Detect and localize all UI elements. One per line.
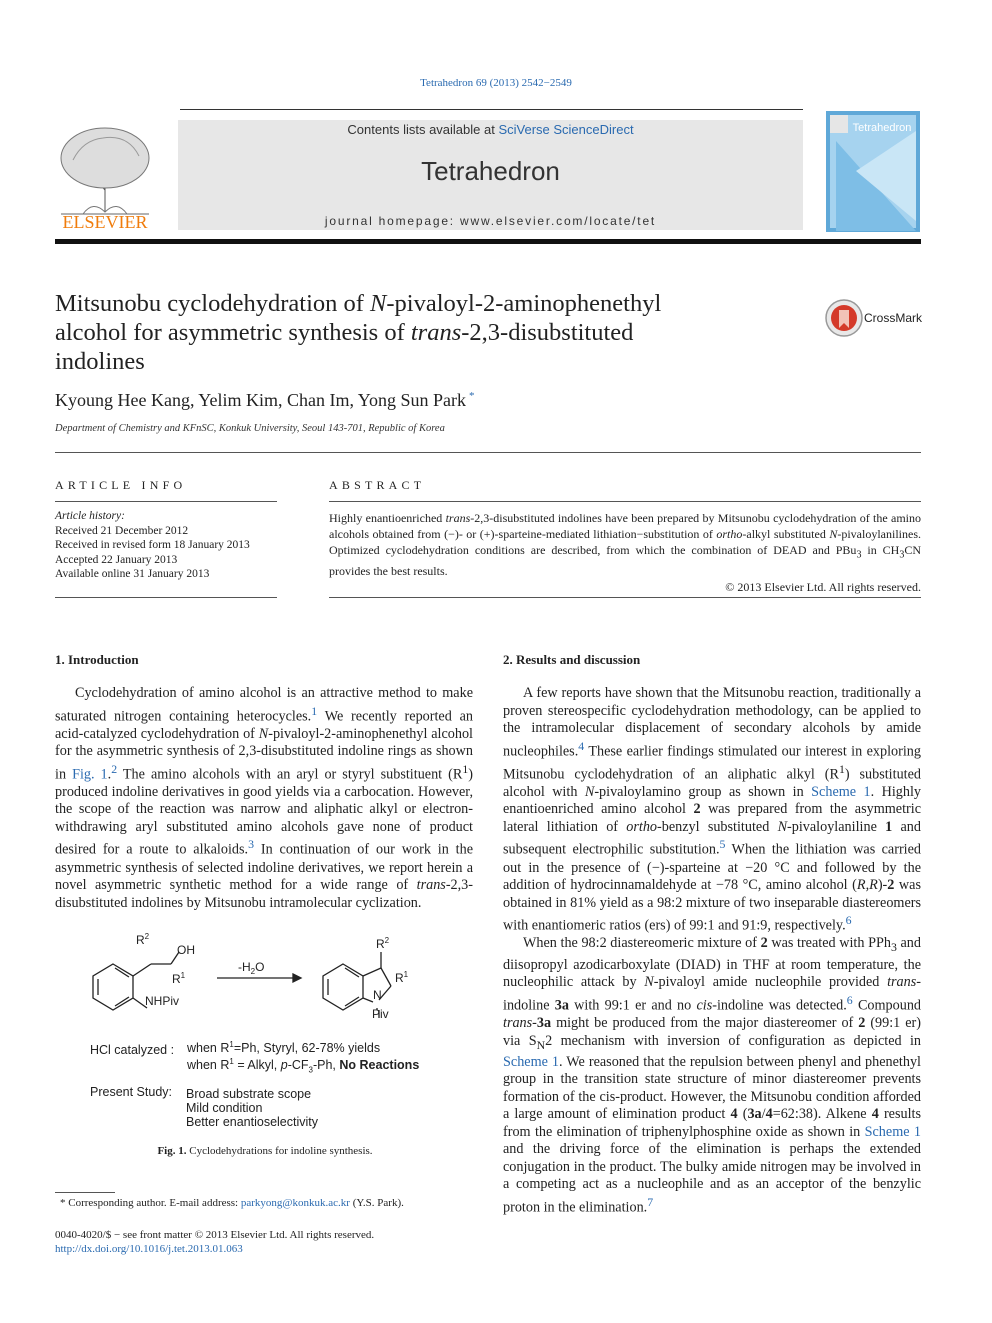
present-study-1: Broad substrate scope (186, 1087, 312, 1101)
scheme-1-link[interactable]: Scheme 1 (811, 783, 871, 800)
results-paragraph-1: A few reports have shown that the Mitsunobu reaction, traditionally a proven stereospecific cyclodehydration methodology, can be applied to the intramolecular displacement of secondary alcohols by amide nucleophiles.$^4$ These earlier findings stimulated our interest in exploring Mitsunobu cyclodehydration of an aliphatic alkyl $(R^1)$ substituted alcohol with N-pivaloylamino group as shown in Scheme 1. Highly enantioenriched amino alcohol 2 was prepared from the asymmetric lateral lithiation of ortho-benzyl substituted N-pivaloylaniline 1 and subsequent electrophilic substitution.$^5$ When the lithiation was carried out in the presence of (−)-sparteine at −20 °C and followed by the addition of hydrocinnamaldehyde at −78 °C, amino alcohol (R,R)-2 was obtained in 81% yield as a 98:2 mixture of two inseparable diastereomers with enantiomeric ratios (ers) of 99:1 and 91:9, respectively.$^6$ (503, 685, 921, 934)
issn-line: 0040-4020/$ − see front matter © 2013 Elsevier Ltd. All rights reserved. (55, 1229, 375, 1241)
journal-homepage[interactable]: journal homepage: www.elsevier.com/locate/tet (324, 214, 657, 228)
elsevier-wordmark: ELSEVIER (62, 212, 148, 232)
author-list: Kyoung Hee Kang, Yelim Kim, Chan Im, Yong Sun Park * (55, 390, 475, 410)
info-bottom-rule (55, 597, 277, 598)
history-revised: Received in revised form 18 January 2013 (55, 539, 250, 552)
elsevier-tree-icon (61, 128, 149, 214)
info-top-rule (55, 452, 921, 453)
ref-6b[interactable]: 6 (846, 992, 853, 1007)
journal-name: Tetrahedron (421, 156, 560, 186)
history-accepted: Accepted 22 January 2013 (55, 553, 178, 566)
ref-3[interactable]: 3 (248, 837, 254, 852)
figure-1-caption: Fig. 1. Cyclodehydrations for indoline synthesis. (157, 1145, 373, 1157)
fig-1-link[interactable]: Fig. 1 (72, 766, 108, 783)
scheme-1-link-2[interactable]: Scheme 1 (503, 1053, 560, 1070)
present-study-2: Mild condition (186, 1101, 263, 1115)
ref-4[interactable]: 4 (578, 738, 585, 753)
crossmark-badge[interactable] (824, 298, 924, 338)
product-n-label: N (373, 988, 382, 1002)
publication-info (55, 1228, 374, 1256)
hcl-label: HCl catalyzed : (90, 1043, 175, 1057)
figure-1-scheme (55, 928, 475, 1138)
reactant-oh-label: OH (177, 943, 195, 957)
product-piv-label: Piv (372, 1007, 389, 1021)
reactant-benzene-ring (93, 964, 133, 1010)
results-text (503, 685, 921, 1217)
reactant-r2-label: $R^2$ (136, 932, 150, 947)
abstract-heading: ABSTRACT (329, 478, 426, 492)
hcl-line-1: when $R^1=Ph$, Styryl, 62-78% yields (187, 1040, 381, 1056)
author-email-link[interactable]: parkyong@konkuk.ac.kr (240, 1197, 350, 1209)
elsevier-logo (53, 120, 157, 232)
crossmark-icon (824, 298, 864, 338)
corresponding-author-footnote: * Corresponding author. E-mail address: parkyong@konkuk.ac.kr (Y.S. Park). (60, 1197, 404, 1209)
doi-link[interactable]: http://dx.doi.org/10.1016/j.tet.2013.01.063 (55, 1243, 243, 1255)
footnote-rule (55, 1192, 115, 1193)
corresponding-author-mark[interactable]: * (469, 390, 475, 402)
history-received: Received 21 December 2012 (55, 524, 189, 537)
ref-1[interactable]: 1 (311, 703, 318, 718)
reactant-r1-label: $R^1$ (172, 971, 186, 986)
article-title: Mitsunobu cyclodehydration of N-pivaloyl-2-aminophenethyl alcohol for asymmetric synthesis of trans-2,3-disubstituted indolines (55, 290, 662, 375)
results-heading: 2. Results and discussion (503, 652, 641, 667)
abstract-rule (329, 501, 921, 502)
journal-cover-thumbnail (826, 111, 920, 232)
present-study-3: Better enantioselectivity (186, 1115, 319, 1129)
intro-paragraph: Cyclodehydration of amino alcohol is an attractive method to make saturated nitrogen containing heterocycles.$^1$ We recently reported an acid-catalyzed cyclodehydration of N-pivaloyl-2-aminophenethyl alcohol for the asymmetric synthesis of 2,3-disubstituted indoline rings as shown in Fig. 1.$^2$ The amino alcohols with an aryl or styryl substituent $(R^1)$ produced indoline derivatives in good yields via a carbocation. However, the scope of the reaction was narrow and aliphatic alkyl or electron-withdrawing aryl substituted amino alcohols gave none of product desired for a route to alkaloids.$^3$ In continuation of our work in the asymmetric synthesis of selected indoline derivatives, we report herein a novel asymmetric synthetic method for a wide range of trans-2,3-disubstituted indolines by Mitsunobu intramolecular cyclization. (55, 685, 473, 911)
results-paragraph-2: When the 98:2 diastereomeric mixture of 2 was treated with PPh$_3$ and diisopropyl azodicarboxylate (DIAD) in THF at room temperature, the nucleophilic attack by N-pivaloyl amide nucleophile provided trans-indoline 3a with 99:1 er and no cis-indoline was detected.$^6$ Compound trans-3a might be produced from the major diastereomer of 2 (99:1 er) via $S_N2$ mechanism with inversion of configuration as depicted in Scheme 1. We reasoned that the repulsion between phenyl and phenethyl group in the transition state structure of minor diastereomer prevents formation of the cis-product. However, the Mitsunobu condition afforded a large amount of elimination product 4 (3a/4=62:38). Alkene 4 results from the elimination of triphenylphosphine oxide as shown in Scheme 1 and the driving force of the elimination is perhaps the extended conjugation in the product. The bulky amide nitrogen may be involved in a competing act as a nucleophile and as an acceptor of the benzylic proton in the elimination.$^7$ (503, 935, 922, 1216)
abstract-bottom-rule (329, 597, 921, 598)
history-online: Available online 31 January 2013 (55, 568, 210, 581)
sciencedirect-link[interactable]: SciVerse ScienceDirect (498, 122, 634, 137)
journal-citation[interactable]: Tetrahedron 69 (2013) 2542−2549 (420, 77, 572, 89)
info-rule (55, 501, 277, 502)
cover-title: Tetrahedron (852, 122, 912, 134)
header-thick-rule (55, 239, 921, 244)
scheme-1-link-3[interactable]: Scheme 1 (864, 1123, 921, 1140)
history-label: Article history: (55, 510, 125, 522)
ref-2[interactable]: 2 (111, 761, 118, 776)
article-info-heading: ARTICLE INFO (55, 478, 187, 492)
ref-5[interactable]: 5 (719, 837, 726, 852)
article-history (55, 509, 277, 582)
product-benzene-ring (323, 964, 363, 1010)
contents-line: Contents lists available at SciVerse ScienceDirect (347, 122, 634, 137)
copyright-line: © 2013 Elsevier Ltd. All rights reserved. (725, 580, 921, 595)
ref-7[interactable]: 7 (647, 1194, 654, 1209)
intro-heading: 1. Introduction (55, 652, 139, 667)
present-study-label: Present Study: (90, 1085, 172, 1099)
crossmark-label: CrossMark (864, 311, 923, 325)
product-r1-label: $R^1$ (395, 970, 409, 985)
reactant-nhpiv-label: NHPiv (145, 994, 180, 1008)
product-r2-label: $R^2$ (376, 936, 390, 951)
affiliation: Department of Chemistry and KFnSC, Konkuk University, Seoul 143-701, Republic of Korea (55, 423, 445, 434)
hcl-line-2: when $R^1$ = Alkyl, $p-CF_3-Ph$, No Reactions (187, 1057, 420, 1075)
ref-6[interactable]: 6 (845, 913, 852, 928)
journal-banner (178, 120, 803, 230)
abstract-text: Highly enantioenriched trans-2,3-disubstituted indolines have been prepared by Mitsunobu cyclodehydration of the amino alcohols obtained from (−)- or (+)-sparteine-mediated lithiation−substitution of ortho-alkyl substituted N-pivaloylanilines. Optimized cyclodehydration conditions are described, from which the combination of DEAD and PBu$_3$ in $CH_3CN$ provides the best results. © 2013 Elsevier Ltd. All rights reserved. (329, 511, 921, 595)
header-rule (180, 109, 803, 110)
arrow-condition-label: $-H_2O$ (238, 960, 265, 976)
